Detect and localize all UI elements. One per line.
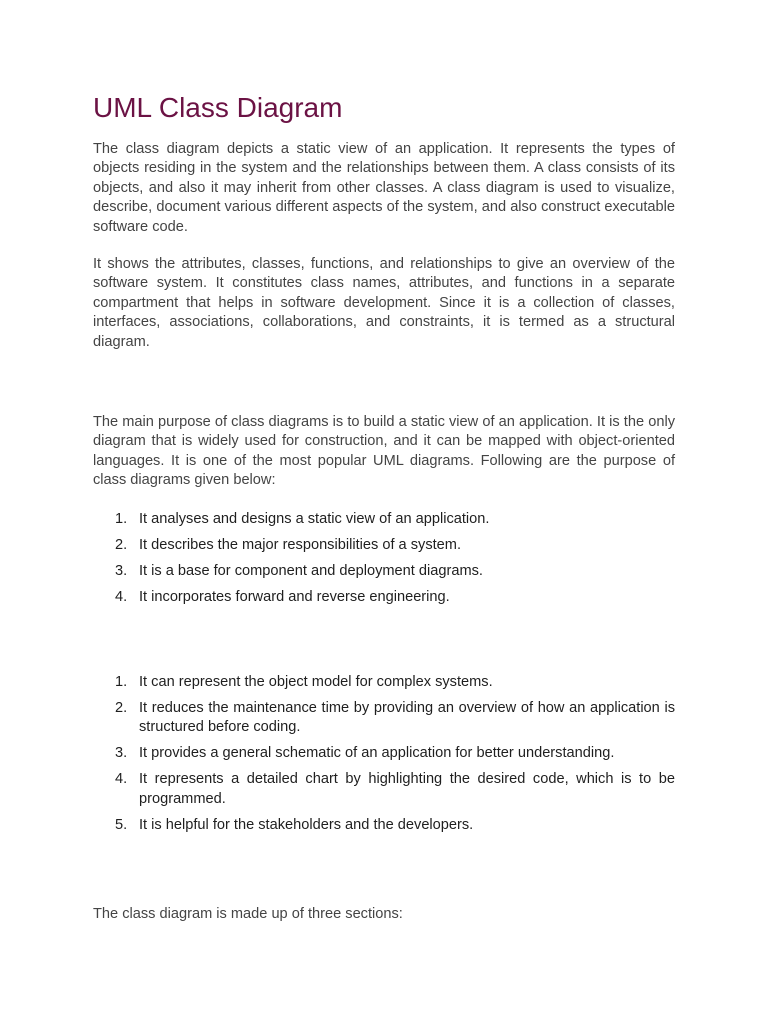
list-item-text: It is helpful for the stakeholders and the developers. (139, 816, 474, 833)
page-title: UML Class Diagram (93, 92, 343, 123)
list-item-text: It reduces the maintenance time by providing an overview of how an application is structured before coding. (139, 700, 675, 736)
list-item-text: It describes the major responsibilities of a system. (139, 537, 462, 553)
sections-paragraph: The class diagram is made up of three sections: (93, 906, 403, 922)
intro-paragraph: The class diagram depicts a static view of an application. It represents the types of objects residing in the system and the relationships between them. A class consists of its objects, and also it may inherit from other classes. A class diagram is used to visualize, describe, document various different aspects of the system, and also construct executable software code. (93, 141, 675, 235)
list-item (93, 588, 675, 607)
list-item (93, 744, 675, 763)
list-item-number: 4. (115, 771, 128, 788)
list-item (93, 536, 675, 555)
list-item (93, 673, 675, 692)
list-item-text: It is a base for component and deployment diagrams. (139, 563, 483, 579)
list-item-text: It provides a general schematic of an application for better understanding. (139, 745, 615, 762)
list-item-text: It can represent the object model for complex systems. (139, 674, 493, 690)
purpose-list (93, 510, 675, 614)
list-item-number: 2. (115, 700, 128, 716)
list-item (93, 510, 675, 529)
purpose-paragraph: The main purpose of class diagrams is to build a static view of an application. It is the only diagram that is widely used for construction, and it can be mapped with object-oriented languages. It is one of the most popular UML diagrams. Following are the purpose of class diagrams given below: (93, 414, 675, 489)
benefits-list (93, 673, 675, 842)
list-item (93, 562, 675, 581)
list-item (93, 699, 675, 738)
list-item-number: 3. (115, 563, 128, 579)
list-item-number: 5. (115, 816, 128, 833)
list-item (93, 816, 675, 835)
list-item-number: 3. (115, 745, 128, 762)
list-item-text: It incorporates forward and reverse engineering. (139, 589, 450, 605)
list-item-number: 1. (115, 674, 128, 690)
list-item-number: 4. (115, 589, 128, 605)
list-item-number: 1. (115, 511, 128, 527)
list-item-text: It represents a detailed chart by highlighting the desired code, which is to be programmed. (139, 771, 675, 807)
list-item (93, 770, 675, 809)
list-item-number: 2. (115, 537, 128, 553)
overview-paragraph: It shows the attributes, classes, functions, and relationships to give an overview of the software system. It constitutes class names, attributes, and functions in a separate compartment that helps in software development. Since it is a collection of classes, interfaces, associations, collaborations, and constraints, it is termed as a structural diagram. (93, 256, 675, 350)
list-item-text: It analyses and designs a static view of an application. (139, 511, 490, 527)
